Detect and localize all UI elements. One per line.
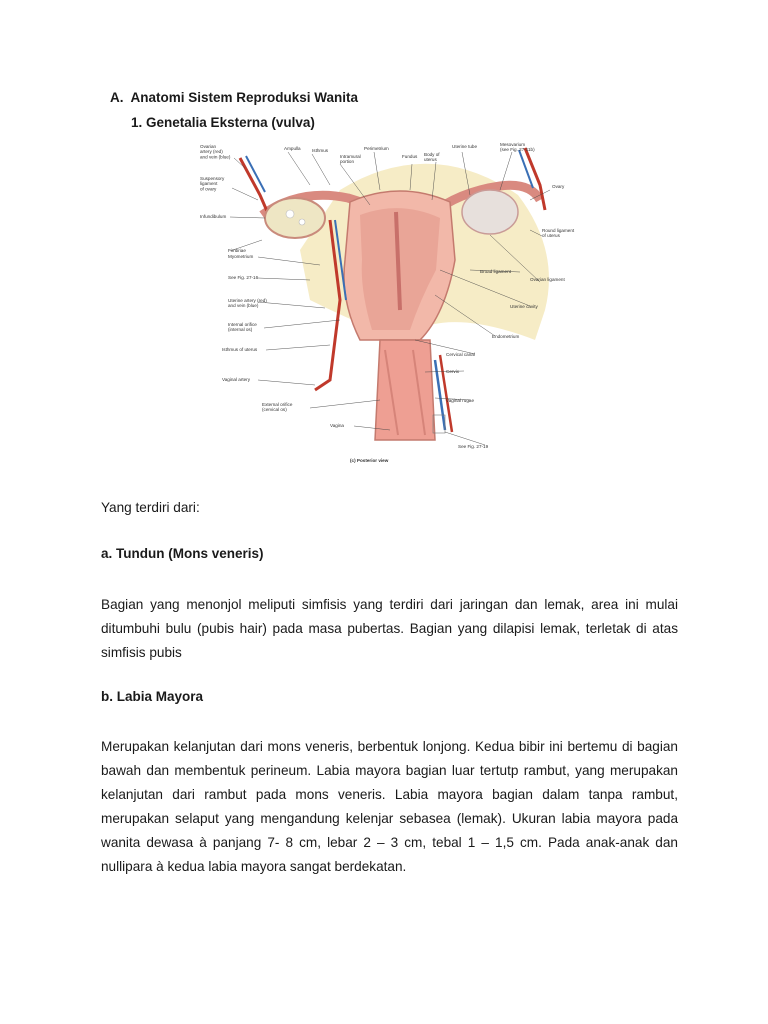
fig-label-9: Vaginal artery: [222, 377, 251, 382]
fig-label-6: Uterine artery (red) and vein (blue): [228, 298, 267, 309]
uterus-anatomy-figure: [200, 140, 580, 470]
fig-label-20: Ovary: [552, 184, 565, 189]
fig-label-8: Isthmus of uterus: [222, 347, 258, 352]
fig-label-27: Cervix: [446, 369, 460, 374]
subsection-heading: 1. Genetalia Eksterna (vulva): [131, 115, 315, 130]
intro-text: Yang terdiri dari:: [101, 500, 200, 515]
paragraph-labia-mayora: Merupakan kelanjutan dari mons veneris, berbentuk lonjong. Kedua bibir ini bertemu di bagian bawah dan membentuk perineum. Labia mayora bagian luar tertutp rambut, yang merupakan kelanjutan dari rambut pada mons veneris. Labia mayora bagian dalam tanpa rambut, merupakan selaput yang mengandung kelenjar sebasea (lemak). Ukuran labia mayora pada wanita dewasa à panjang 7- 8 cm, lebar 2 – 3 cm, tebal 1 – 1,5 cm. Pada anak-anak dan nullipara à kedua labia mayora sangat berdekatan.: [101, 739, 678, 874]
fig-label-2: Infundibulum: [200, 214, 227, 219]
fig-label-29: See Fig. 27-19: [458, 444, 489, 449]
section-heading: A. Anatomi Sistem Reproduksi Wanita: [110, 90, 359, 105]
fig-label-12: Ampulla: [284, 146, 301, 151]
fig-label-15: Perimetrium: [364, 146, 389, 151]
fig-label-5: See Fig. 27-16: [228, 275, 259, 280]
paragraph-tundun: Bagian yang menonjol meliputi simfisis yang terdiri dari jaringan dan lemak, area ini mulai ditumbuhi bulu (pubis hair) pada masa pubertas. Bagian yang dilapisi lemak, terletak di atas simfisis pubis: [101, 597, 678, 660]
heading-tundun: a. Tundun (Mons veneris): [101, 546, 264, 561]
fig-label-24: Uterine cavity: [510, 304, 538, 309]
fig-label-10: External orifice (cervical os): [262, 402, 293, 413]
fig-label-14: Intramural portion: [340, 154, 361, 165]
fig-label-7: Internal orifice (internal os): [228, 322, 257, 333]
fig-label-4: Myometrium: [228, 254, 254, 259]
fig-label-13: Isthmus: [312, 148, 329, 153]
fig-label-18: Uterine tube: [452, 144, 478, 149]
fig-label-28: Vaginal rugae: [446, 398, 475, 403]
figure-caption: (c) Posterior view: [350, 458, 389, 463]
fig-label-19: Mesovarium (see Fig. 27-11b): [500, 142, 535, 153]
fig-label-17: Body of uterus: [424, 152, 440, 163]
fig-label-1: Suspensory ligament of ovary: [200, 176, 225, 192]
fig-label-22: Broad ligament: [480, 269, 511, 274]
fig-label-23: Ovarian ligament: [530, 277, 565, 282]
fig-label-0: Ovarian artery (red) and vein (blue): [200, 144, 231, 160]
heading-labia-mayora: b. Labia Mayora: [101, 689, 204, 704]
fig-label-25: Endometrium: [492, 334, 520, 339]
fig-label-26: Cervical canal: [446, 352, 475, 357]
fig-label-16: Fundus: [402, 154, 418, 159]
fig-label-21: Round ligament of uterus: [542, 228, 575, 239]
fig-label-11: Vagina: [330, 423, 344, 428]
fig-label-3: Fimbriae: [228, 248, 246, 253]
